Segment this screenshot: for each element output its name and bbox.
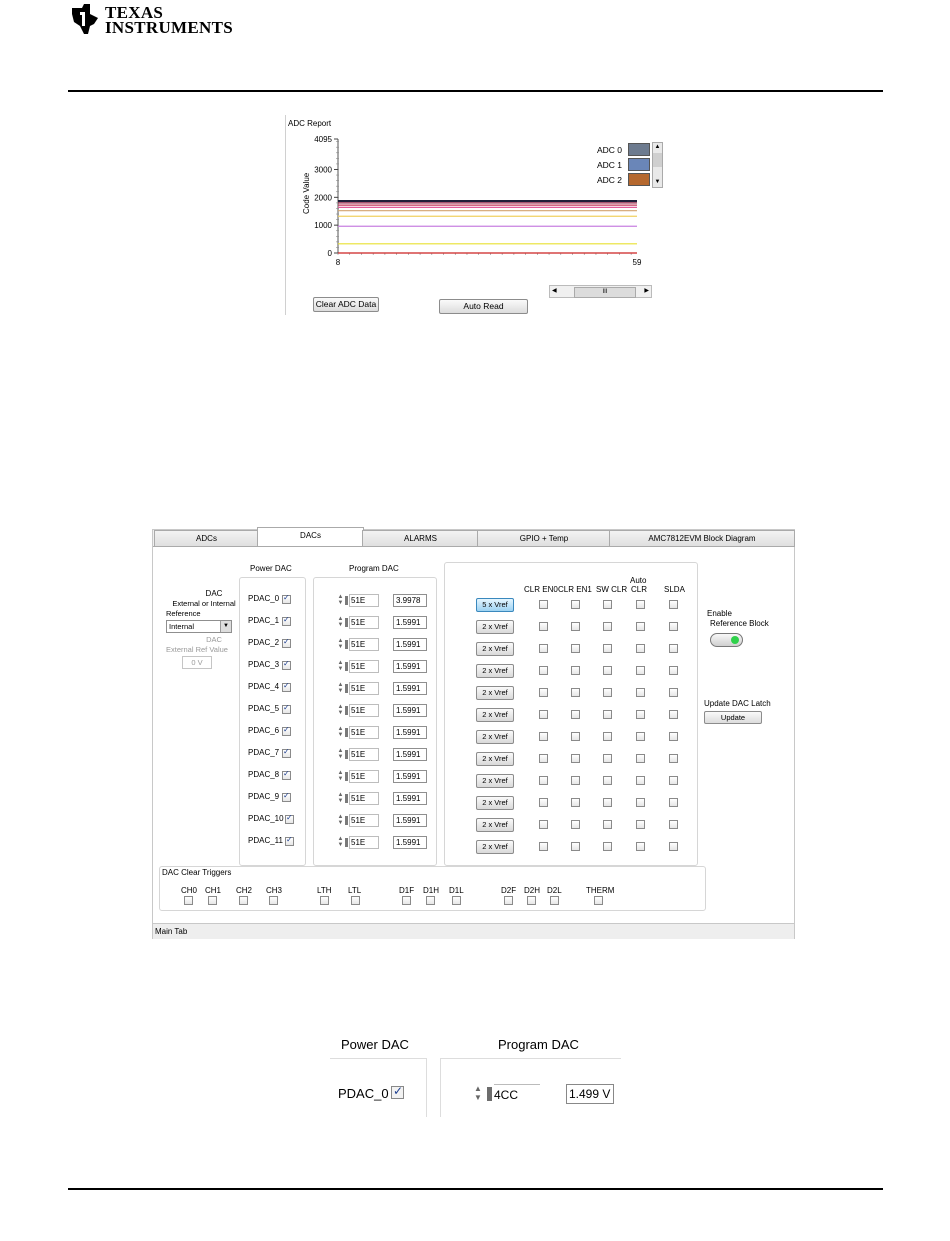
code-spinner[interactable] <box>336 792 376 805</box>
code-value[interactable]: 51E <box>349 594 379 607</box>
col-auto-clr-l2: CLR <box>631 585 648 594</box>
dac-flag-checkbox[interactable] <box>636 820 645 829</box>
y-axis-label: Code Value <box>302 172 311 214</box>
dac-flag-checkbox[interactable] <box>571 798 580 807</box>
code-spinner[interactable] <box>336 704 376 717</box>
vref-gain-button[interactable]: 2 x Vref <box>476 818 514 832</box>
dac-flag-checkbox[interactable] <box>669 622 678 631</box>
brand-line2: INSTRUMENTS <box>105 18 233 37</box>
dac-flag-checkbox[interactable] <box>636 798 645 807</box>
legend-swatch-adc2[interactable] <box>628 173 650 186</box>
spin-arrows-icon[interactable]: ▲ ▼ <box>337 594 344 606</box>
clear-adc-data-button[interactable]: Clear ADC Data <box>313 297 379 312</box>
spin-bar <box>345 596 348 605</box>
trigger-label: D2F <box>501 886 517 895</box>
vref-gain-button[interactable]: 2 x Vref <box>476 664 514 678</box>
spin-arrows-icon[interactable]: ▲ ▼ <box>337 726 344 738</box>
pdac-label: PDAC_10 <box>248 814 284 823</box>
dac-flag-checkbox[interactable] <box>539 798 548 807</box>
voltage-value[interactable]: 3.9978 <box>393 594 427 607</box>
dac-flag-checkbox[interactable] <box>636 732 645 741</box>
code-value[interactable]: 51E <box>349 682 379 695</box>
code-spinner[interactable] <box>336 594 376 607</box>
dac-flag-checkbox[interactable] <box>571 776 580 785</box>
ext-ref-l1: DAC <box>206 635 222 644</box>
code-value[interactable]: 51E <box>349 836 379 849</box>
dac-flag-checkbox[interactable] <box>669 644 678 653</box>
x-tick-label: 59 <box>632 258 642 267</box>
zoom-program-dac-title: Program DAC <box>498 1037 579 1052</box>
update-latch-label: Update DAC Latch <box>704 699 771 708</box>
dac-panel <box>152 529 795 939</box>
dac-flag-checkbox[interactable] <box>636 644 645 653</box>
zoom-inset <box>330 1030 630 1120</box>
tab-dacs[interactable]: DACs <box>257 527 364 547</box>
dac-flag-checkbox[interactable] <box>571 732 580 741</box>
trigger-label: D2H <box>524 886 541 895</box>
dac-flag-checkbox[interactable] <box>636 600 645 609</box>
spin-bar <box>345 750 348 759</box>
trigger-label: D1F <box>399 886 415 895</box>
dac-flag-checkbox[interactable] <box>669 820 678 829</box>
code-spinner[interactable] <box>336 726 376 739</box>
dac-flag-checkbox[interactable] <box>603 666 612 675</box>
vref-gain-button[interactable]: 5 x Vref <box>476 598 514 612</box>
pdac-label: PDAC_2 <box>248 638 280 647</box>
trigger-label: CH1 <box>205 886 222 895</box>
code-spinner[interactable] <box>336 748 376 761</box>
legend-adc0: ADC 0 <box>597 145 623 155</box>
zoom-code-spinner[interactable] <box>474 1084 540 1104</box>
pdac-checkbox[interactable] <box>282 661 291 670</box>
dac-flag-checkbox[interactable] <box>669 688 678 697</box>
trigger-checkbox[interactable] <box>550 896 559 905</box>
voltage-value[interactable]: 1.5991 <box>393 704 427 717</box>
vref-gain-button[interactable]: 2 x Vref <box>476 774 514 788</box>
dac-flag-checkbox[interactable] <box>539 600 548 609</box>
code-value[interactable]: 51E <box>349 770 379 783</box>
pdac-label: PDAC_1 <box>248 616 280 625</box>
dac-flag-checkbox[interactable] <box>603 820 612 829</box>
dac-flag-checkbox[interactable] <box>539 710 548 719</box>
trigger-checkbox[interactable] <box>208 896 217 905</box>
scroll-grip[interactable]: III <box>574 287 636 298</box>
enable-ref-l2: Reference Block <box>710 619 769 628</box>
spin-arrows-icon[interactable]: ▲ ▼ <box>337 660 344 672</box>
dac-flag-checkbox[interactable] <box>603 644 612 653</box>
trigger-label: D1H <box>423 886 440 895</box>
dac-flag-checkbox[interactable] <box>669 710 678 719</box>
brand-line1: TEXAS <box>105 3 164 22</box>
dac-flag-checkbox[interactable] <box>636 622 645 631</box>
vref-gain-button[interactable]: 2 x Vref <box>476 796 514 810</box>
spin-bar <box>345 838 348 847</box>
dac-flag-checkbox[interactable] <box>636 688 645 697</box>
tab-gpio-temp[interactable]: GPIO + Temp <box>477 530 611 547</box>
clear-triggers-title: DAC Clear Triggers <box>162 868 232 877</box>
dac-flag-checkbox[interactable] <box>603 622 612 631</box>
y-tick-label: 1000 <box>314 221 332 231</box>
dac-flag-checkbox[interactable] <box>669 666 678 675</box>
dac-flag-checkbox[interactable] <box>571 710 580 719</box>
voltage-value[interactable]: 1.5991 <box>393 660 427 673</box>
y-tick-label: 3000 <box>314 165 332 175</box>
spin-bar <box>345 706 348 715</box>
dac-flag-checkbox[interactable] <box>669 798 678 807</box>
code-value[interactable]: 51E <box>349 704 379 717</box>
pdac-checkbox[interactable] <box>282 771 291 780</box>
voltage-value[interactable]: 1.5991 <box>393 836 427 849</box>
trigger-label: CH0 <box>181 886 198 895</box>
dac-flag-checkbox[interactable] <box>603 710 612 719</box>
ext-ref-value: 0 V <box>182 656 212 669</box>
col-clr-en1: CLR EN1 <box>558 585 592 594</box>
code-value[interactable]: 51E <box>349 660 379 673</box>
trigger-label: THERM <box>586 886 615 895</box>
dac-flag-checkbox[interactable] <box>603 798 612 807</box>
pdac-label: PDAC_9 <box>248 792 280 801</box>
spin-bar <box>345 640 348 649</box>
col-auto-clr-l1: Auto <box>630 576 647 585</box>
dac-flag-checkbox[interactable] <box>636 776 645 785</box>
legend-adc2: ADC 2 <box>597 175 623 185</box>
pdac-label: PDAC_8 <box>248 770 280 779</box>
voltage-value[interactable]: 1.5991 <box>393 792 427 805</box>
trigger-checkbox[interactable] <box>351 896 360 905</box>
dac-flag-checkbox[interactable] <box>571 754 580 763</box>
bottom-rule <box>68 1188 883 1190</box>
spin-arrows-icon[interactable]: ▲ ▼ <box>337 814 344 826</box>
spin-arrows-icon[interactable]: ▲ ▼ <box>337 682 344 694</box>
spin-bar <box>345 772 348 781</box>
legend-swatch-adc1[interactable] <box>628 158 650 171</box>
voltage-value[interactable]: 1.5991 <box>393 682 427 695</box>
trigger-checkbox[interactable] <box>504 896 513 905</box>
legend-scrollbar[interactable] <box>652 142 663 188</box>
pdac-checkbox[interactable] <box>282 639 291 648</box>
zoom-volt-value[interactable]: 1.499 V <box>566 1084 614 1104</box>
scroll-left-icon[interactable]: ◀ <box>552 288 557 294</box>
reference-select-value: Internal <box>169 622 195 631</box>
trigger-label: LTH <box>317 886 332 895</box>
spin-bar <box>345 684 348 693</box>
adc-report-title: ADC Report <box>288 119 332 128</box>
dac-flag-checkbox[interactable] <box>636 842 645 851</box>
adc-chart <box>286 115 666 280</box>
code-value[interactable]: 51E <box>349 638 379 651</box>
voltage-value[interactable]: 1.5991 <box>393 748 427 761</box>
pdac-checkbox[interactable] <box>285 815 294 824</box>
voltage-value[interactable]: 1.5991 <box>393 770 427 783</box>
dac-flag-checkbox[interactable] <box>539 622 548 631</box>
dac-flag-checkbox[interactable] <box>571 644 580 653</box>
chevron-down-icon[interactable]: ▼ <box>220 621 231 632</box>
led-on-icon <box>731 636 739 644</box>
pdac-label: PDAC_3 <box>248 660 280 669</box>
dac-flag-checkbox[interactable] <box>603 732 612 741</box>
legend-swatch-adc0[interactable] <box>628 143 650 156</box>
dac-flag-checkbox[interactable] <box>571 688 580 697</box>
dac-flag-checkbox[interactable] <box>539 820 548 829</box>
y-tick-label: 4095 <box>314 135 332 144</box>
ref-title-l3: Reference <box>166 609 201 618</box>
spin-arrows-icon[interactable]: ▲ ▼ <box>337 616 344 628</box>
dac-flag-checkbox[interactable] <box>636 666 645 675</box>
zoom-pdac0-checkbox[interactable] <box>391 1086 404 1099</box>
trigger-checkbox[interactable] <box>426 896 435 905</box>
check-icon: ✓ <box>393 1084 404 1098</box>
spin-bar <box>345 794 348 803</box>
tab-adcs[interactable]: ADCs <box>154 530 259 547</box>
dac-flag-checkbox[interactable] <box>539 644 548 653</box>
scroll-right-icon[interactable]: ▶ <box>644 288 649 294</box>
code-value[interactable]: 51E <box>349 814 379 827</box>
pdac-checkbox[interactable] <box>282 705 291 714</box>
trigger-checkbox[interactable] <box>320 896 329 905</box>
auto-read-button[interactable]: Auto Read <box>439 299 528 314</box>
spin-arrows-icon[interactable]: ▲ ▼ <box>337 836 344 848</box>
col-clr-en0: CLR EN0 <box>524 585 558 594</box>
code-spinner[interactable] <box>336 836 376 849</box>
trigger-checkbox[interactable] <box>594 896 603 905</box>
trigger-label: LTL <box>348 886 362 895</box>
dac-flag-checkbox[interactable] <box>539 776 548 785</box>
spin-arrows-icon[interactable]: ▲ ▼ <box>337 704 344 716</box>
code-spinner[interactable] <box>336 638 376 651</box>
code-value[interactable]: 51E <box>349 748 379 761</box>
top-rule <box>68 90 883 92</box>
trigger-checkbox[interactable] <box>184 896 193 905</box>
spin-bar <box>345 662 348 671</box>
trigger-label: CH3 <box>266 886 283 895</box>
spin-bar <box>345 728 348 737</box>
pdac-checkbox[interactable] <box>282 793 291 802</box>
vref-gain-button[interactable]: 2 x Vref <box>476 620 514 634</box>
pdac-checkbox[interactable] <box>282 727 291 736</box>
pdac-checkbox[interactable] <box>282 749 291 758</box>
scroll-down-icon[interactable]: ▼ <box>654 179 661 185</box>
vref-gain-button[interactable]: 2 x Vref <box>476 840 514 854</box>
vref-gain-button[interactable]: 2 x Vref <box>476 642 514 656</box>
dac-flag-checkbox[interactable] <box>603 754 612 763</box>
zoom-power-dac-title: Power DAC <box>341 1037 409 1052</box>
spin-arrows-icon[interactable]: ▲ ▼ <box>337 638 344 650</box>
pdac-label: PDAC_7 <box>248 748 280 757</box>
voltage-value[interactable]: 1.5991 <box>393 814 427 827</box>
vref-clr-group <box>444 562 698 866</box>
vref-gain-button[interactable]: 2 x Vref <box>476 708 514 722</box>
pdac-label: PDAC_6 <box>248 726 280 735</box>
dac-flag-checkbox[interactable] <box>636 754 645 763</box>
trigger-label: D2L <box>547 886 562 895</box>
pdac-checkbox[interactable] <box>285 837 294 846</box>
y-tick-label: 0 <box>327 249 332 258</box>
spin-arrows-icon[interactable]: ▲ ▼ <box>337 792 344 804</box>
pdac-label: PDAC_0 <box>248 594 280 603</box>
power-dac-group <box>239 577 306 866</box>
dac-flag-checkbox[interactable] <box>571 622 580 631</box>
dac-flag-checkbox[interactable] <box>669 754 678 763</box>
dac-flag-checkbox[interactable] <box>539 688 548 697</box>
code-spinner[interactable] <box>336 770 376 783</box>
vref-gain-button[interactable]: 2 x Vref <box>476 752 514 766</box>
program-dac-group <box>313 577 437 866</box>
ref-title-l2: External or Internal <box>172 599 236 608</box>
dac-flag-checkbox[interactable] <box>603 600 612 609</box>
dac-flag-checkbox[interactable] <box>669 842 678 851</box>
dac-flag-checkbox[interactable] <box>571 666 580 675</box>
spin-bar <box>345 618 348 627</box>
pdac-checkbox[interactable] <box>282 683 291 692</box>
ti-logo <box>68 0 233 42</box>
pdac-checkbox[interactable] <box>282 595 291 604</box>
dac-flag-checkbox[interactable] <box>669 732 678 741</box>
trigger-label: CH2 <box>236 886 253 895</box>
trigger-checkbox[interactable] <box>239 896 248 905</box>
dac-flag-checkbox[interactable] <box>539 732 548 741</box>
enable-ref-l1: Enable <box>707 609 732 618</box>
tab-block-diagram[interactable]: AMC7812EVM Block Diagram <box>609 530 795 547</box>
spin-arrows-icon[interactable]: ▲ ▼ <box>337 770 344 782</box>
legend-adc1: ADC 1 <box>597 160 623 170</box>
program-dac-title: Program DAC <box>349 564 399 573</box>
trigger-label: D1L <box>449 886 464 895</box>
spin-bar <box>345 816 348 825</box>
enable-reference-toggle[interactable] <box>710 633 743 647</box>
adc-report-panel <box>285 115 666 315</box>
voltage-value[interactable]: 1.5991 <box>393 616 427 629</box>
trigger-checkbox[interactable] <box>527 896 536 905</box>
dac-flag-checkbox[interactable] <box>571 842 580 851</box>
pdac-checkbox[interactable] <box>282 617 291 626</box>
code-value[interactable]: 51E <box>349 616 379 629</box>
dac-flag-checkbox[interactable] <box>603 688 612 697</box>
clear-triggers-group <box>159 866 706 911</box>
dac-flag-checkbox[interactable] <box>539 842 548 851</box>
voltage-value[interactable]: 1.5991 <box>393 638 427 651</box>
col-sw-clr: SW CLR <box>596 585 628 594</box>
dac-flag-checkbox[interactable] <box>539 754 548 763</box>
code-value[interactable]: 51E <box>349 792 379 805</box>
code-spinner[interactable] <box>336 814 376 827</box>
chart-hscrollbar[interactable] <box>549 285 652 298</box>
code-spinner[interactable] <box>336 660 376 673</box>
dacs-tab-body <box>153 546 794 936</box>
vref-gain-button[interactable]: 2 x Vref <box>476 730 514 744</box>
dac-flag-checkbox[interactable] <box>669 600 678 609</box>
zoom-pdac0-label: PDAC_0 <box>338 1086 389 1101</box>
dac-flag-checkbox[interactable] <box>603 776 612 785</box>
tab-alarms[interactable]: ALARMS <box>362 530 479 547</box>
dac-flag-checkbox[interactable] <box>636 710 645 719</box>
reference-select[interactable] <box>166 620 232 633</box>
spin-arrows-icon[interactable]: ▲ ▼ <box>474 1084 482 1102</box>
code-spinner[interactable] <box>336 616 376 629</box>
status-bar: Main Tab <box>153 923 794 939</box>
dac-flag-checkbox[interactable] <box>571 820 580 829</box>
spin-arrows-icon[interactable]: ▲ ▼ <box>337 748 344 760</box>
ref-title-l1: DAC <box>205 589 223 598</box>
code-value[interactable]: 51E <box>349 726 379 739</box>
scroll-up-icon[interactable]: ▲ <box>654 144 661 150</box>
pdac-label: PDAC_5 <box>248 704 280 713</box>
trigger-checkbox[interactable] <box>452 896 461 905</box>
trigger-checkbox[interactable] <box>402 896 411 905</box>
trigger-checkbox[interactable] <box>269 896 278 905</box>
vref-gain-button[interactable]: 2 x Vref <box>476 686 514 700</box>
code-spinner[interactable] <box>336 682 376 695</box>
ext-ref-l2: External Ref Value <box>166 645 228 654</box>
zoom-code-value[interactable]: 4CC <box>494 1084 540 1103</box>
pdac-label: PDAC_11 <box>248 836 283 845</box>
update-button[interactable]: Update <box>704 711 762 724</box>
dac-flag-checkbox[interactable] <box>669 776 678 785</box>
x-tick-label: 8 <box>335 258 341 267</box>
dac-flag-checkbox[interactable] <box>571 600 580 609</box>
dac-flag-checkbox[interactable] <box>539 666 548 675</box>
y-tick-label: 2000 <box>314 193 332 203</box>
ti-state-icon <box>68 2 102 36</box>
col-slda: SLDA <box>664 585 685 594</box>
voltage-value[interactable]: 1.5991 <box>393 726 427 739</box>
pdac-label: PDAC_4 <box>248 682 280 691</box>
power-dac-title: Power DAC <box>250 564 292 573</box>
dac-flag-checkbox[interactable] <box>603 842 612 851</box>
